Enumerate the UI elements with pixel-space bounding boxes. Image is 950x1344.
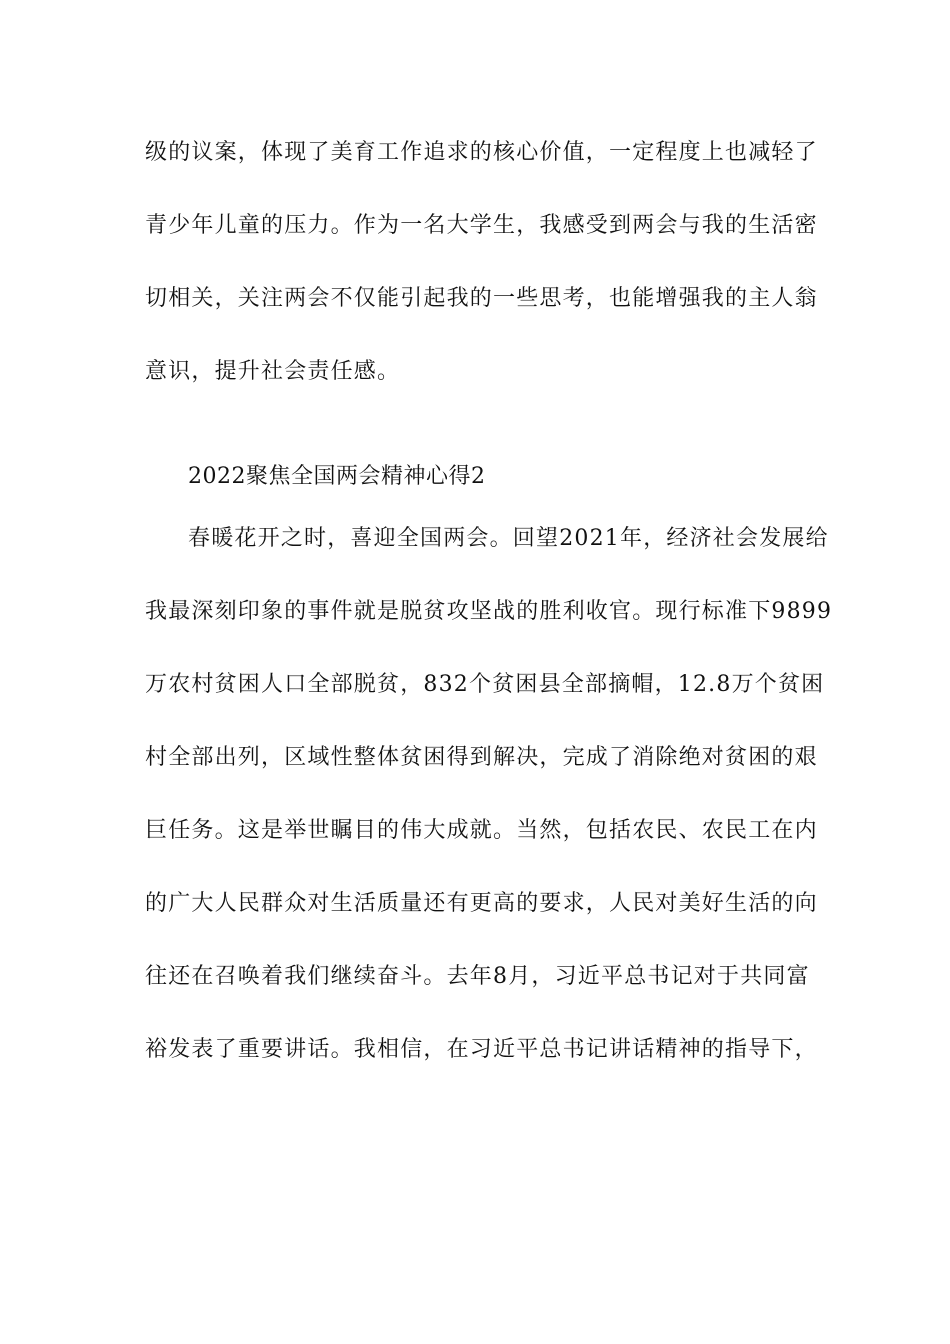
paragraph-line: 的广大人民群众对生活质量还有更高的要求，人民对美好生活的向 [145, 891, 818, 916]
paragraph-line: 意识，提升社会责任感。 [145, 359, 401, 384]
paragraph-line: 裕发表了重要讲话。我相信，在习近平总书记讲话精神的指导下， [145, 1037, 818, 1062]
paragraph-line: 村全部出列，区域性整体贫困得到解决，完成了消除绝对贫困的艰 [145, 745, 818, 770]
section-heading: 2022聚焦全国两会精神心得2 [188, 464, 486, 489]
paragraph-line: 巨任务。这是举世瞩目的伟大成就。当然，包括农民、农民工在内 [145, 818, 818, 843]
paragraph-line: 青少年儿童的压力。作为一名大学生，我感受到两会与我的生活密 [145, 213, 818, 238]
paragraph-line: 切相关，关注两会不仅能引起我的一些思考，也能增强我的主人翁 [145, 286, 818, 311]
paragraph-line: 我最深刻印象的事件就是脱贫攻坚战的胜利收官。现行标准下9899 [145, 599, 833, 624]
paragraph-line: 万农村贫困人口全部脱贫，832个贫困县全部摘帽，12.8万个贫困 [145, 672, 825, 697]
paragraph-line: 级的议案，体现了美育工作追求的核心价值，一定程度上也减轻了 [145, 140, 818, 165]
paragraph-line: 春暖花开之时，喜迎全国两会。回望2021年，经济社会发展给 [188, 526, 829, 551]
paragraph-line: 往还在召唤着我们继续奋斗。去年8月，习近平总书记对于共同富 [145, 964, 810, 989]
